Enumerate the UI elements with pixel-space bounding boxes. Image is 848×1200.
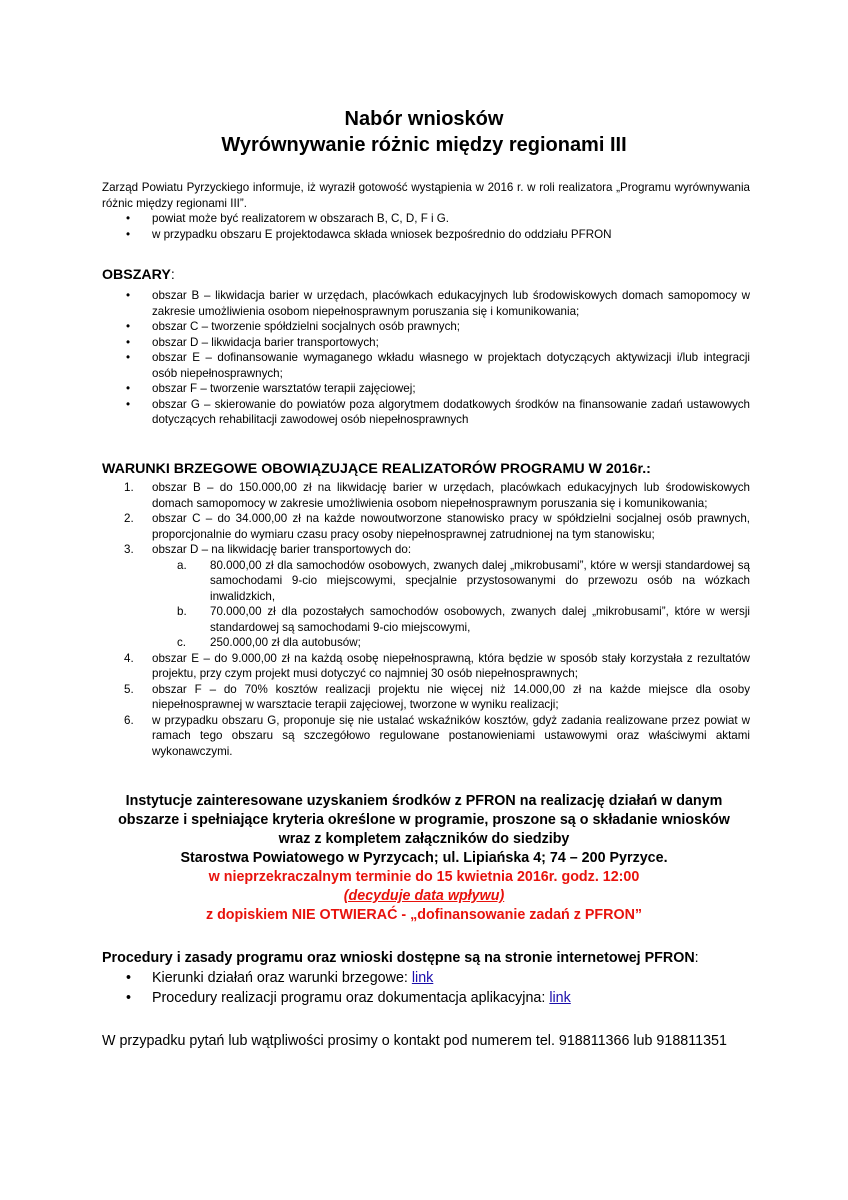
receipt-date-note: (decyduje data wpływu)	[343, 888, 505, 904]
warunki-section	[102, 460, 750, 759]
list-item: • obszar E – dofinansowanie wymaganego wkładu własnego w projektach dotyczących aktywizacji i/lub integracji osób niepełnosprawnych;	[102, 350, 750, 381]
list-item: • powiat może być realizatorem w obszarach B, C, D, F i G.	[102, 211, 750, 227]
list-item	[102, 542, 750, 651]
item-letter: c.	[177, 636, 187, 649]
list-item	[102, 682, 750, 713]
procedures-list	[102, 968, 762, 1008]
item-text: obszar D – na likwidację barier transportowych do:	[152, 543, 412, 556]
announcement-line: Instytucje zainteresowane uzyskaniem środków z PFRON na realizację działań w danym	[125, 793, 723, 809]
address-line: Starostwa Powiatowego w Pyrzycach; ul. Lipiańska 4; 74 – 200 Pyrzyce.	[180, 850, 668, 866]
item-number: 2.	[124, 512, 134, 525]
list-item	[102, 988, 762, 1008]
list-item: • w przypadku obszaru E projektodawca składa wniosek bezpośrednio do oddziału PFRON	[102, 227, 750, 243]
item-letter: a.	[177, 558, 187, 572]
item-number: 1.	[124, 481, 134, 494]
section-heading: WARUNKI BRZEGOWE OBOWIĄZUJĄCE REALIZATORÓW PROGRAMU W 2016r.:	[102, 461, 651, 477]
list-item: • obszar F – tworzenie warsztatów terapii zajęciowej;	[102, 381, 750, 397]
deadline-line: w nieprzekraczalnym terminie do 15 kwietnia 2016r. godz. 12:00	[208, 869, 640, 885]
list-item	[102, 651, 750, 682]
intro-section	[102, 180, 750, 242]
item-number: 6.	[124, 713, 134, 727]
page-subtitle: Wyrównywanie różnic między regionami III	[221, 134, 627, 156]
procedury-link[interactable]: link	[549, 990, 571, 1006]
envelope-label-line: z dopiskiem NIE OTWIERAĆ - „dofinansowanie zadań z PFRON”	[205, 907, 643, 923]
item-text: Kierunki działań oraz warunki brzegowe:	[152, 970, 412, 986]
sub-list-item	[152, 558, 750, 605]
title-block	[0, 106, 848, 158]
item-text: w przypadku obszaru G, proponuje się nie ustalać wskaźników kosztów, gdyż zadania realizowane przez powiat w ramach tego obszaru są szczegółowo regulowane postanowieniami ustawowymi oraz właściwymi aktami wykonawczymi.	[152, 713, 750, 758]
announcement-line: obszarze i spełniające kryteria określone w programie, proszone są o składanie wniosków	[118, 812, 730, 828]
announcement-block	[0, 792, 848, 925]
intro-paragraph: Zarząd Powiatu Pyrzyckiego informuje, iż wyraził gotowość wystąpienia w 2016 r. w roli realizatora „Programu wyrównywania różnic między regionami III”.	[102, 181, 750, 210]
heading-colon: :	[170, 266, 175, 282]
announcement-line: wraz z kompletem załączników do siedziby	[278, 831, 570, 847]
list-item: • obszar G – skierowanie do powiatów poza algorytmem dodatkowych środków na finansowanie zadań ustawowych dotyczących rehabilitacji zawodowej osób niepełnosprawnych	[102, 397, 750, 428]
item-letter: b.	[177, 605, 187, 618]
procedures-heading-row	[102, 948, 762, 968]
list-item: • obszar D – likwidacja barier transportowych;	[102, 335, 750, 351]
item-text: obszar E – do 9.000,00 zł na każdą osobę niepełnosprawną, która będzie w sposób stały korzystała z rezultatów projektu, przy czym projekt musi dotyczyć co najmniej 30 osób niepełnosprawnych;	[152, 651, 750, 680]
list-item	[102, 511, 750, 542]
section-heading: OBSZARY	[102, 267, 171, 283]
item-text: 80.000,00 zł dla samochodów osobowych, zwanych dalej „mikrobusami”, które w wersji standardowej są samochodami 9-cio miejscowymi, specjalnie przystosowanymi do przewozu osób na wózkach inwalidzkich,	[210, 558, 750, 603]
sub-list-item	[152, 604, 750, 635]
sub-list-item	[152, 635, 750, 651]
procedures-section	[102, 948, 762, 1008]
intro-bullet-list	[102, 211, 750, 242]
item-number: 5.	[124, 682, 134, 696]
heading-colon: :	[694, 950, 699, 966]
item-number: 3.	[124, 543, 134, 556]
item-text: obszar F – do 70% kosztów realizacji projektu nie więcej niż 14.000,00 zł na każde miejsce dla osoby niepełnosprawnej w warsztacie terapii zajęciowej, tworzone w wyniku realizacji;	[152, 682, 750, 711]
obszary-section	[102, 266, 750, 428]
sub-list	[152, 558, 750, 651]
procedures-heading: Procedury i zasady programu oraz wnioski dostępne są na stronie internetowej PFRON	[102, 950, 695, 966]
item-text: Procedury realizacji programu oraz dokumentacja aplikacyjna:	[152, 990, 550, 1006]
warunki-list	[102, 480, 750, 759]
list-item	[102, 713, 750, 760]
list-item	[102, 480, 750, 511]
item-text: 250.000,00 zł dla autobusów;	[210, 636, 361, 649]
contact-line: W przypadku pytań lub wątpliwości prosimy o kontakt pod numerem tel. 918811366 lub 918811351	[102, 1033, 727, 1049]
kierunki-link[interactable]: link	[411, 970, 434, 986]
list-item: • obszar B – likwidacja barier w urzędach, placówkach edukacyjnych lub środowiskowych domach samopomocy w zakresie umożliwienia osobom niepełnosprawnym poruszania się i komunikowania;	[102, 288, 750, 319]
list-item	[102, 968, 762, 988]
page-title: Nabór wniosków	[344, 108, 504, 130]
obszary-heading-row	[102, 266, 750, 284]
item-number: 4.	[124, 651, 134, 665]
list-item: • obszar C – tworzenie spółdzielni socjalnych osób prawnych;	[102, 319, 750, 335]
item-text: obszar B – do 150.000,00 zł na likwidację barier w urzędach, placówkach edukacyjnych lub środowiskowych domach samopomocy w zakresie umożliwienia osobom niepełnosprawnym poruszania się i komunikowania;	[152, 481, 750, 510]
item-text: 70.000,00 zł dla pozostałych samochodów osobowych, zwanych dalej „mikrobusami”, które w wersji standardowej są samochodami 9-cio miejscowymi,	[210, 605, 750, 634]
item-text: obszar C – do 34.000,00 zł na każde nowoutworzone stanowisko pracy w spółdzielni socjalnej osób prawnych, proporcjonalnie do wymiaru czasu pracy osoby niepełnosprawnej zatrudnionej na tym stanowisku;	[152, 512, 750, 541]
obszary-list	[102, 288, 750, 428]
